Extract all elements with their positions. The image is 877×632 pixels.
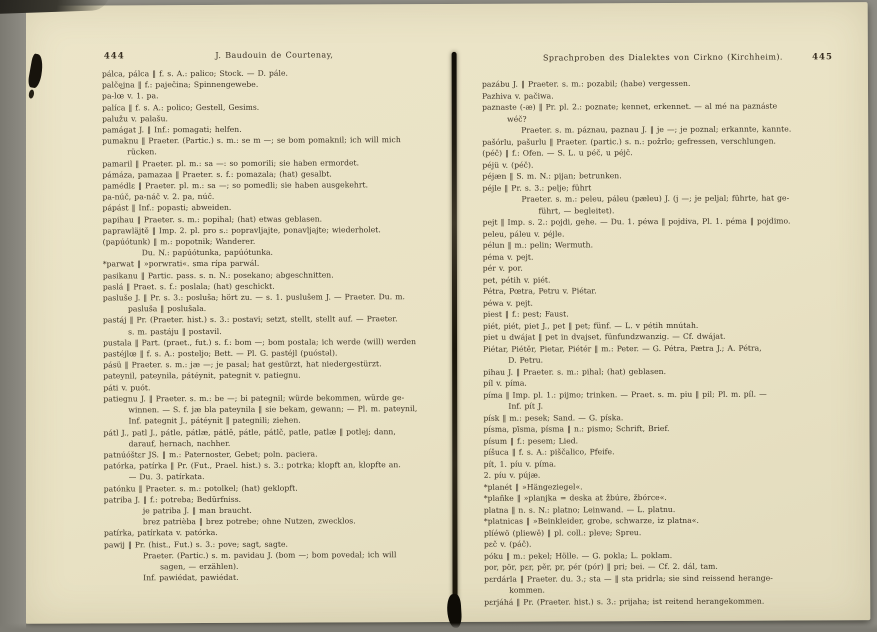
dictionary-line: pamaril ‖ Praeter. pl. m.: sa —: so pomorili; sie haben ermordet. (102, 157, 360, 169)
dictionary-line: Piétar, Piétěr, Pietar, Piétér ‖ m.: Peter. — G. Pétra, Pætra J.; A. Pétra, (483, 343, 762, 354)
left-running-title: J. Baudouin de Courtenay, (215, 50, 334, 60)
dictionary-line: wéč? (507, 114, 527, 124)
dictionary-line: kommen. (509, 585, 545, 595)
dictionary-line: je patriba J. ‖ man braucht. (142, 505, 252, 516)
dictionary-line: pámáza, pamazaa ‖ Praeter. s. f.: pomazala; (hat) gesalbt. (102, 169, 332, 180)
dictionary-line: péwa v. pejt. (482, 298, 534, 308)
dictionary-line: Praeter. s. m.: peleu, páleu (pæleu) J. (j —; je peljal; führte, hat ge- (521, 193, 790, 204)
dictionary-line: paslá ‖ Praet. s. f.: poslala; (hat) geschickt. (102, 281, 275, 292)
dictionary-line: pejt ‖ Imp. s. 2.: pojdi, gehe. — Du. 1. péwa ‖ pojdiva, Pl. 1. péma ‖ pojdimo. (482, 216, 791, 227)
dictionary-line: Inf. pategnit J., pátéynit ‖ pategnili; ziehen. (128, 415, 301, 426)
dictionary-line: paprawläjtě ‖ Imp. 2. pl. pro s.: popravljajte, ponavljajte; wiederholet. (102, 225, 381, 236)
dictionary-line: píl v. píma. (483, 378, 527, 388)
dictionary-line: pustala ‖ Part. (praet., fut.) s. f.: bom —; bom postala; ich werde (will) werden (103, 336, 417, 348)
dictionary-line: *parwat ‖ »porwrati«. sma rípa parwál. (102, 259, 260, 269)
dictionary-line: pátl J., patl J., pátle, pátlæ, pátlě, pátle, pátlč, patle, patlæ ‖ potlej; dann, (103, 426, 396, 437)
dictionary-line: papihau ‖ Praeter. s. m.: popihal; (hat) etwas geblasen. (102, 214, 323, 225)
dictionary-line: D. Petru. (508, 355, 544, 365)
dictionary-line: s. m. pastáju ‖ postavil. (128, 326, 222, 337)
dictionary-line: pastáj ‖ Pr. (Praeter. hist.) s. 3.: postavi; setzt, stellt, stellt auf. — Praeter. (102, 314, 398, 325)
dictionary-line: pašórlu, pašurlu ‖ Praeter. (partic.) s. n.: požrlo; gefressen, verschlungen. (482, 136, 776, 147)
dictionary-line: pasikanu ‖ Partic. pass. s. n. N.: posekano; abgeschnitten. (102, 270, 334, 281)
dictionary-line: pasluša ‖ poslušala. (127, 304, 207, 314)
dictionary-line: palčęjna ‖ f.: paječina; Spinnengewebe. (101, 79, 259, 90)
dictionary-line: péjle ‖ Pr. s. 3.: pelje; führt (482, 182, 592, 193)
dictionary-line: Inf. pít J. (508, 401, 544, 411)
dictionary-line: (papúótunk) ‖ m.: popotnik; Wanderer. (102, 236, 256, 247)
right-page-header (487, 52, 839, 66)
dictionary-line: pa-lœ v. 1. pa. (102, 91, 159, 101)
dictionary-line: Pétra, Pœtra, Petru v. Piétar. (482, 286, 597, 296)
dictionary-line: pet, pétih v. piét. (482, 275, 551, 285)
dictionary-line: *planét ‖ »Hängeziegel«. (483, 481, 583, 492)
dictionary-line: palíca ‖ f. s. A.: polico; Gestell, Gesims. (102, 102, 260, 113)
dictionary-line: písma, pīsma, písma ‖ n.: pismo; Schrift, Brief. (483, 423, 670, 434)
dictionary-line: pér v. por. (482, 263, 523, 273)
dictionary-line: pa-núč, pa-náč v. 2. pa, núč. (102, 192, 215, 202)
scan-left-edge (0, 0, 26, 632)
dictionary-line: peleu, páleu v. péjle. (482, 228, 565, 239)
dictionary-line: plíéwö (pliewě) ‖ pl. coll.: pleve; Spreu. (483, 527, 642, 538)
dictionary-line: pamédlɛ ‖ Praeter. pl. m.: sa —; so pomedli; sie haben ausgekehrt. (102, 180, 369, 191)
dictionary-line: Du. N.: papúótunka, papúótunka. (141, 247, 274, 258)
dictionary-line: patórka, patírka ‖ Pr. (Fut., Prael. hist.) s. 3.: potrka; klopft an, klopfte an. (103, 460, 401, 471)
dictionary-line: paznaste (-æ) ‖ Pr. pl. 2.: poznate; kennet, erkennet. — al mé na paznáste (482, 101, 778, 112)
dictionary-line: pastéjlœ ‖ f. s. A.: posteljo; Bett. — Pl. G. pastéjl (puóstǝl). (103, 348, 338, 359)
dictionary-line: führt, — begleitet). (538, 205, 615, 216)
dictionary-line: palužu v. palašu. (102, 113, 168, 124)
dictionary-line: pamágat J. ‖ Inf.: pomagati; helfen. (102, 124, 242, 135)
dictionary-line: *plañke ‖ »planjka = deska at žbúre, žbórce«. (483, 493, 667, 503)
dictionary-line: piét, piét, piet J., pet ‖ pet; fünf. — L. v pétih mnútah. (483, 320, 699, 331)
dictionary-line: píma ‖ Imp. pl. 1.: pijmo; trinken. — Praet. s. m. piu ‖ pil; Pl. m. píl. — (483, 389, 767, 400)
dictionary-line: winnen. — S. f. jæ bla pateynila ‖ sie bekam, gewann; — Pl. m. pateynil, (128, 404, 418, 415)
dictionary-line: 2. píu v. pújæ. (483, 470, 541, 480)
dictionary-line: Praeter. s. m. páznau, paznau J. ‖ je —; je poznal; erkannte, kannte. (521, 124, 792, 135)
dictionary-line: pɛrdárla ‖ Praeter. du. 3.; sta — ‖ sta pridrla; sie sind reissend herange- (484, 573, 773, 584)
dictionary-line: pumaknu ‖ Praeter. (Partic.) s. m.: se m —; se bom pomaknil; ich will mich (102, 135, 401, 146)
dictionary-line: pazábu J. ‖ Praeter. s. m.: pozabil; (habe) vergessen. (481, 78, 691, 89)
dictionary-line: péma v. pejt. (482, 252, 534, 262)
left-page-number: 444 (103, 51, 125, 62)
dictionary-line: — Du. 3. patírkata. (128, 472, 205, 482)
dictionary-line: pihau J. ‖ Praeter. s. m.: pihal; (hat) geblasen. (483, 366, 667, 377)
left-page-text (102, 67, 454, 599)
dictionary-line: péjæn ‖ S. m. N.: pijan; betrunken. (482, 171, 622, 181)
dictionary-line: patiegnu J. ‖ Praeter. s. m.: be —; bi pategnil; würde bekommen, würde ge- (103, 393, 405, 404)
dictionary-line: patírka, patírkata v. patórka. (103, 528, 218, 538)
dictionary-line: platna ‖ n. s. N.: platno; Leinwand. — L. platnu. (483, 504, 676, 515)
scan-bottom-edge (0, 623, 877, 632)
dictionary-line: pít, 1. píu v. píma. (483, 458, 557, 469)
dictionary-line: Praeter. (Partic.) s. m. pavidau J. (bom —; bom povedal; ich will (143, 549, 397, 561)
dictionary-line: píšuca ‖ f. s. A.: piščalico, Pfeife. (483, 447, 615, 457)
dictionary-line: *platnicas ‖ »Beinkleider, grobe, schwarze, iz platna«. (483, 515, 699, 526)
dictionary-line: brez patrièba ‖ brez potrebe; ohne Nutzen, zwecklos. (142, 516, 356, 527)
dictionary-line: póku ‖ m.: pekel; Hölle. — G. pokla; L. poklam. (484, 550, 673, 561)
dictionary-line: pápást ‖ Inf.: popasti; abweiden. (102, 203, 232, 213)
dictionary-line: pálca, pálca ‖ f. s. A.: palico; Stock. — D. pále. (101, 68, 289, 79)
dictionary-line: Inf. pawiédat, pawiédat. (143, 573, 239, 583)
dictionary-line: pɛč v. (páč). (483, 539, 532, 549)
dictionary-line: por, pör, pɛr, pěr, pr, pér (pór) ‖ pri; bei. — Cf. 2. dál, tam. (484, 561, 718, 572)
dictionary-line: darauf, hernach, nachher. (128, 438, 231, 449)
right-page-text (482, 77, 848, 615)
dictionary-line: sagen, — erzählen). (160, 561, 239, 572)
dictionary-line: pawij ‖ Pr. (hist., Fut.) s. 3.: pove; sagt, sagte. (103, 539, 289, 549)
dictionary-line: pélun ‖ m.: pelin; Wermuth. (482, 240, 594, 250)
dictionary-line: pɛrjáhá ‖ Pr. (Praeter. hist.) s. 3.: prijaha; ist reitend herangekommen. (484, 596, 765, 607)
dictionary-line: písum ‖ f.: pesem; Lied. (483, 435, 579, 446)
dictionary-line: páti v. puót. (103, 382, 151, 393)
right-running-title: Sprachproben des Dialektes von Cirkno (Kirchheim). (542, 52, 783, 63)
dictionary-line: Pazhiva v. pačiwa. (482, 90, 554, 101)
dictionary-line: pateynil, pateynila, pátéynit, pategnit v. patiegnu. (103, 371, 301, 381)
dictionary-line: (péč) ‖ f.: Ofen. — S. L. u péč, u péjč. (482, 148, 633, 158)
dictionary-line: patriba J. ‖ f.: potreba; Bedürfniss. (103, 494, 242, 505)
right-page-number: 445 (812, 52, 833, 63)
dictionary-line: pásü ‖ Praeter. s. m.: jæ —; je pasal; hat gestürzt, hat niedergestürzt. (103, 359, 382, 370)
dictionary-line: pasluše J. ‖ Pr. s. 3.: posluša; hört zu. — s. 1. puslušem J. — Praeter. Du. m. (102, 292, 405, 303)
dictionary-line: péjü v. (péč). (482, 160, 534, 170)
dictionary-line: písk ‖ m.: pesek; Sand. — G. píska. (483, 412, 624, 423)
dictionary-line: patónku ‖ Praeter. s. m.: potolkel; (hat) geklopft. (103, 483, 298, 493)
left-page-header (102, 50, 447, 64)
dictionary-line: patnúóštɛr JS. ‖ m.: Paternoster, Gebet; poln. paciera. (103, 449, 318, 460)
binding-gutter-shadow (452, 52, 458, 624)
dictionary-line: piet u dwájat ‖ pet in dvajset, fünfundzwanzig. — Cf. dwájat. (483, 331, 726, 342)
dictionary-line: piest ‖ f.: pest; Faust. (482, 309, 569, 319)
dictionary-line: rücken. (127, 147, 157, 157)
